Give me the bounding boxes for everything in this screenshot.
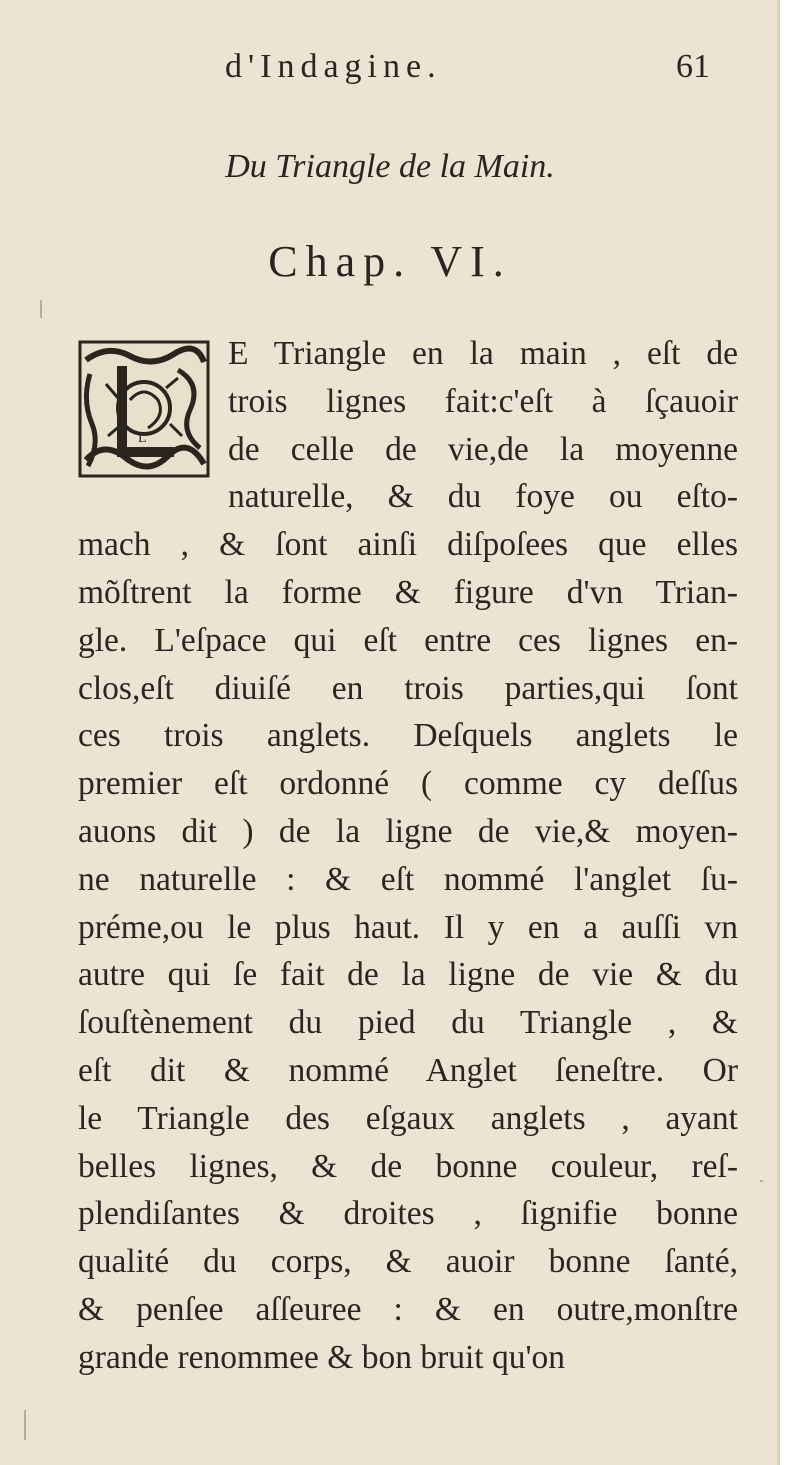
text-line: belles lignes, & de bonne couleur, reſ- <box>78 1147 738 1185</box>
text-line: ces trois anglets. Deſquels anglets le <box>78 717 738 755</box>
text-line: E Triangle en la main , eſt de <box>228 335 738 372</box>
text-line: trois lignes fait:c'eſt à ſçauoir <box>228 382 738 420</box>
paper-speck <box>760 1180 763 1182</box>
scan-margin <box>780 0 800 1465</box>
section-title: Du Triangle de la Main. <box>225 148 555 185</box>
text-line: mach , & ſont ainſi diſpoſees que elles <box>78 526 738 564</box>
text-line: plendiſantes & droites , ſignifie bonne <box>78 1195 738 1233</box>
chapter-heading: Chap. VI. <box>268 237 512 286</box>
paper-speck <box>24 1410 26 1440</box>
text-line: clos,eſt diuiſé en trois parties,qui ſont <box>78 669 738 707</box>
text-line: ſouſtènement du pied du Triangle , & <box>78 1004 738 1042</box>
text-line: le Triangle des eſgaux anglets , ayant <box>78 1099 738 1137</box>
body-text <box>78 330 738 1382</box>
text-line: & penſee aſſeuree : & en outre,monſtre <box>78 1290 738 1328</box>
text-line: qualité du corps, & auoir bonne ſanté, <box>78 1243 738 1281</box>
text-line: premier eſt ordonné ( comme cy deſſus <box>78 765 738 803</box>
text-line: grande renommee & bon bruit qu'on <box>78 1338 566 1376</box>
page-number: 61 <box>676 48 710 85</box>
running-title: d'Indagine. <box>225 48 442 85</box>
drop-cap-letter: L <box>138 431 147 446</box>
text-line: ne naturelle : & eſt nommé l'anglet ſu- <box>78 860 738 898</box>
text-line: gle. L'eſpace qui eſt entre ces lignes en- <box>78 621 738 659</box>
text-line: mõſtrent la forme & figure d'vn Trian- <box>78 573 738 611</box>
running-head <box>0 48 780 98</box>
text-line: de celle de vie,de la moyenne <box>228 430 738 468</box>
paper-speck <box>40 300 42 318</box>
text-line: eſt dit & nommé Anglet ſeneſtre. Or <box>78 1051 738 1089</box>
text-line: naturelle, & du foye ou eſto- <box>228 478 738 516</box>
text-line: autre qui ſe fait de la ligne de vie & du <box>78 956 738 994</box>
text-line: préme,ou le plus haut. Il y en a auſſi vn <box>78 908 738 946</box>
text-line: auons dit ) de la ligne de vie,& moyen- <box>78 812 738 850</box>
